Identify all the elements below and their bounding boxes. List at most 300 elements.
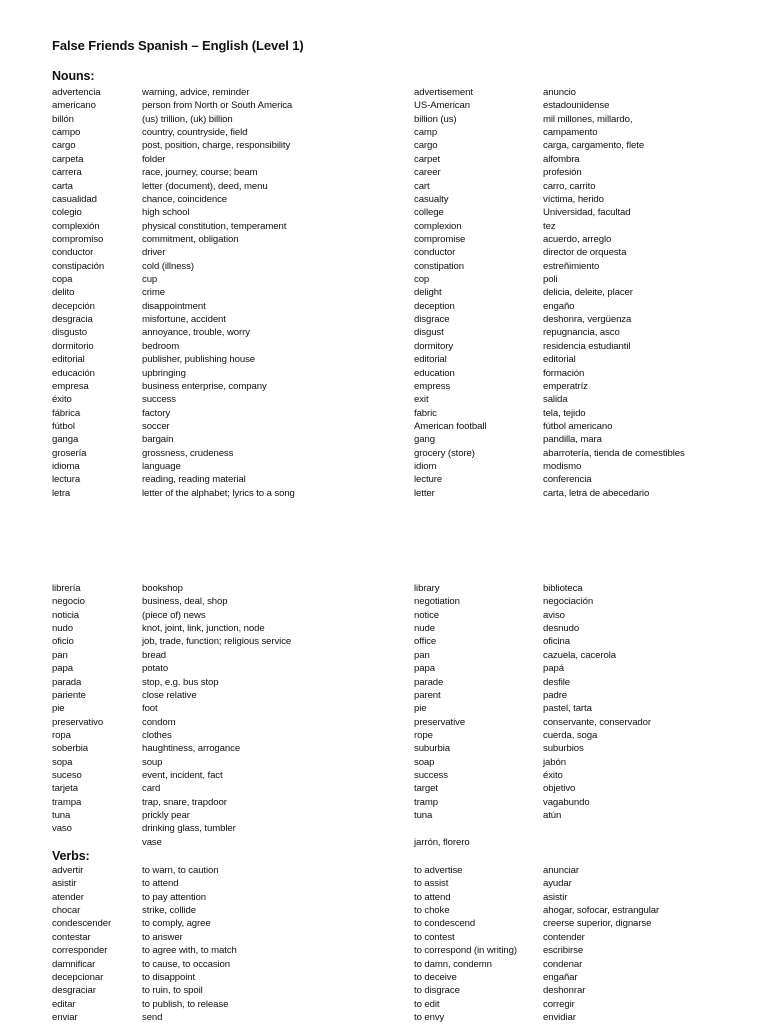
spanish-translation: tez <box>543 220 556 232</box>
english-false-friend: disgust <box>414 327 444 339</box>
spanish-translation: ayudar <box>543 878 572 890</box>
table-row <box>0 904 768 917</box>
spanish-word: constipación <box>52 260 105 272</box>
spanish-translation: estreñimiento <box>543 260 600 272</box>
spanish-translation: pandilla, mara <box>543 434 602 446</box>
english-false-friend: compromise <box>414 233 466 245</box>
english-false-friend: to disgrace <box>414 985 460 997</box>
spanish-word: preservativo <box>52 716 104 728</box>
spanish-translation: estadounidense <box>543 100 610 112</box>
english-meaning: to agree with, to match <box>142 945 237 957</box>
table-row <box>0 782 768 795</box>
english-meaning: to attend <box>142 878 179 890</box>
spanish-word: carrera <box>52 167 82 179</box>
spanish-word: oficio <box>52 636 74 648</box>
spanish-translation: víctima, herido <box>543 193 604 205</box>
spanish-word: pan <box>52 649 68 661</box>
spanish-word: lectura <box>52 474 81 486</box>
table-row <box>0 756 768 769</box>
table-row <box>0 487 768 500</box>
table-row <box>0 716 768 729</box>
spanish-word: copa <box>52 274 73 286</box>
english-false-friend: tramp <box>414 796 439 808</box>
table-row <box>0 420 768 433</box>
english-meaning: commitment, obligation <box>142 233 239 245</box>
english-meaning: cold (illness) <box>142 260 194 272</box>
spanish-translation: corregir <box>543 998 575 1010</box>
english-meaning: business, deal, shop <box>142 596 228 608</box>
spanish-word: éxito <box>52 394 72 406</box>
english-false-friend: to attend <box>414 891 451 903</box>
spanish-translation: Universidad, facultad <box>543 207 631 219</box>
table-row <box>0 796 768 809</box>
spanish-translation: aviso <box>543 609 565 621</box>
english-false-friend: pan <box>414 649 430 661</box>
english-false-friend: billion (us) <box>414 113 457 125</box>
english-false-friend: cargo <box>414 140 438 152</box>
verbs-heading: Verbs: <box>52 849 90 863</box>
spanish-word: empresa <box>52 380 89 392</box>
table-row <box>0 246 768 259</box>
spanish-word: idioma <box>52 461 80 473</box>
table-row <box>0 139 768 152</box>
table-row <box>0 582 768 595</box>
english-false-friend: pie <box>414 703 427 715</box>
english-false-friend: office <box>414 636 437 648</box>
spanish-word: asistir <box>52 878 77 890</box>
spanish-word: ganga <box>52 434 79 446</box>
spanish-word: vaso <box>52 823 72 835</box>
table-row <box>0 233 768 246</box>
spanish-translation: conservante, conservador <box>543 716 651 728</box>
table-row <box>0 193 768 206</box>
spanish-word: fútbol <box>52 420 75 432</box>
english-meaning: cup <box>142 274 158 286</box>
spanish-word: billón <box>52 113 74 125</box>
spanish-translation: formación <box>543 367 585 379</box>
english-false-friend: to correspond (in writing) <box>414 945 517 957</box>
english-false-friend: delight <box>414 287 442 299</box>
spanish-translation: condenar <box>543 958 583 970</box>
table-row <box>0 126 768 139</box>
table-row <box>0 676 768 689</box>
spanish-word: disgusto <box>52 327 87 339</box>
table-row <box>0 958 768 971</box>
spanish-word: grosería <box>52 447 87 459</box>
english-meaning: annoyance, trouble, worry <box>142 327 250 339</box>
spanish-word: editar <box>52 998 76 1010</box>
english-false-friend: target <box>414 783 438 795</box>
table-row <box>0 971 768 984</box>
english-meaning: potato <box>142 663 169 675</box>
english-meaning: driver <box>142 247 166 259</box>
table-row <box>0 313 768 326</box>
english-meaning: reading, reading material <box>142 474 246 486</box>
english-meaning: close relative <box>142 689 197 701</box>
english-meaning: folder <box>142 153 166 165</box>
spanish-translation: editorial <box>543 354 576 366</box>
table-row <box>0 729 768 742</box>
english-false-friend: advertisement <box>414 87 473 98</box>
spanish-word: complexión <box>52 220 100 232</box>
spanish-translation: alfombra <box>543 153 580 165</box>
spanish-translation: anuncio <box>543 87 576 98</box>
spanish-word: enviar <box>52 1011 78 1023</box>
english-false-friend: fabric <box>414 407 437 419</box>
english-meaning: stop, e.g. bus stop <box>142 676 219 688</box>
table-row <box>0 595 768 608</box>
english-meaning: letter (document), deed, menu <box>142 180 268 192</box>
spanish-word: carpeta <box>52 153 84 165</box>
english-false-friend: deception <box>414 300 455 312</box>
english-false-friend: papa <box>414 663 435 675</box>
english-false-friend: casualty <box>414 193 449 205</box>
english-false-friend: success <box>414 770 448 782</box>
spanish-word: delito <box>52 287 75 299</box>
english-false-friend: camp <box>414 127 438 139</box>
spanish-translation: carga, cargamento, flete <box>543 140 645 152</box>
english-false-friend: editorial <box>414 354 447 366</box>
spanish-translation: suburbios <box>543 743 584 755</box>
english-false-friend: dormitory <box>414 340 454 352</box>
english-false-friend: idiom <box>414 461 437 473</box>
spanish-translation: director de orquesta <box>543 247 627 259</box>
spanish-word: suceso <box>52 770 82 782</box>
spanish-word: pariente <box>52 689 86 701</box>
spanish-translation: contender <box>543 931 585 943</box>
spanish-translation: jabón <box>543 756 566 768</box>
spanish-word: negocio <box>52 596 85 608</box>
spanish-translation: biblioteca <box>543 583 583 594</box>
table-row <box>0 689 768 702</box>
spanish-translation: delicia, deleite, placer <box>543 287 633 299</box>
english-meaning: prickly pear <box>142 810 190 822</box>
english-meaning: crime <box>142 287 165 299</box>
spanish-translation: repugnancia, asco <box>543 327 620 339</box>
spanish-word: decepción <box>52 300 95 312</box>
english-false-friend: tuna <box>414 810 433 822</box>
english-false-friend: jarrón, florero <box>414 836 470 848</box>
spanish-word: trampa <box>52 796 82 808</box>
spanish-word: dormitorio <box>52 340 94 352</box>
english-false-friend: to damn, condemn <box>414 958 492 970</box>
table-row <box>0 769 768 782</box>
spanish-translation: desfile <box>543 676 571 688</box>
spanish-translation: negociación <box>543 596 594 608</box>
english-false-friend: to condescend <box>414 918 476 930</box>
english-false-friend: to deceive <box>414 971 457 983</box>
spanish-translation: padre <box>543 689 568 701</box>
spanish-translation: profesión <box>543 167 582 179</box>
english-false-friend: conductor <box>414 247 456 259</box>
table-row <box>0 622 768 635</box>
table-row <box>0 702 768 715</box>
spanish-translation: deshonra, vergüenza <box>543 314 632 326</box>
spanish-translation: conferencia <box>543 474 592 486</box>
spanish-translation: carro, carrito <box>543 180 596 192</box>
table-row <box>0 153 768 166</box>
english-false-friend: to contest <box>414 931 455 943</box>
spanish-translation: éxito <box>543 770 563 782</box>
spanish-word: editorial <box>52 354 85 366</box>
spanish-translation: tela, tejido <box>543 407 586 419</box>
english-meaning: strike, collide <box>142 905 196 917</box>
english-false-friend: US-American <box>414 100 470 112</box>
english-meaning: physical constitution, temperament <box>142 220 287 232</box>
english-meaning: send <box>142 1011 163 1023</box>
spanish-word: americano <box>52 100 96 112</box>
table-row <box>0 944 768 957</box>
english-meaning: trap, snare, trapdoor <box>142 796 227 808</box>
english-meaning: (piece of) news <box>142 609 206 621</box>
table-row <box>0 340 768 353</box>
table-row <box>0 367 768 380</box>
spanish-word: carta <box>52 180 73 192</box>
english-meaning: condom <box>142 716 176 728</box>
spanish-word: educación <box>52 367 95 379</box>
spanish-word: tuna <box>52 810 71 822</box>
english-meaning: upbringing <box>142 367 186 379</box>
spanish-translation: objetivo <box>543 783 576 795</box>
english-meaning: disappointment <box>142 300 206 312</box>
table-row <box>0 635 768 648</box>
table-row <box>0 300 768 313</box>
spanish-translation: papá <box>543 663 564 675</box>
table-row <box>0 649 768 662</box>
table-row <box>0 742 768 755</box>
spanish-word: corresponder <box>52 945 108 957</box>
english-meaning: soccer <box>142 420 170 432</box>
english-false-friend: carpet <box>414 153 441 165</box>
spanish-word: papa <box>52 663 73 675</box>
table-row <box>0 326 768 339</box>
english-false-friend: to edit <box>414 998 440 1010</box>
english-meaning: to warn, to caution <box>142 865 219 876</box>
spanish-translation: residencia estudiantil <box>543 340 631 352</box>
english-meaning: event, incident, fact <box>142 770 223 782</box>
english-false-friend: constipation <box>414 260 465 272</box>
english-meaning: grossness, crudeness <box>142 447 234 459</box>
spanish-translation: ahogar, sofocar, estrangular <box>543 905 660 917</box>
spanish-translation: mil millones, millardo, <box>543 113 633 125</box>
english-false-friend: nude <box>414 623 435 635</box>
english-false-friend: disgrace <box>414 314 450 326</box>
spanish-translation: abarrotería, tienda de comestibles <box>543 447 685 459</box>
table-row <box>0 891 768 904</box>
spanish-word: colegio <box>52 207 82 219</box>
english-meaning: to comply, agree <box>142 918 211 930</box>
table-row <box>0 1011 768 1024</box>
spanish-word: desgracia <box>52 314 93 326</box>
spanish-word: advertencia <box>52 87 101 98</box>
english-meaning: to ruin, to spoil <box>142 985 203 997</box>
english-false-friend: gang <box>414 434 435 446</box>
nouns-table-part-1 <box>0 86 768 500</box>
english-false-friend: to assist <box>414 878 449 890</box>
english-meaning: knot, joint, link, junction, node <box>142 623 265 635</box>
english-meaning: letter of the alphabet; lyrics to a song <box>142 487 295 499</box>
spanish-word: casualidad <box>52 193 97 205</box>
table-row <box>0 220 768 233</box>
english-false-friend: to choke <box>414 905 450 917</box>
spanish-translation: salida <box>543 394 568 406</box>
spanish-word: noticia <box>52 609 80 621</box>
spanish-word: parada <box>52 676 82 688</box>
table-row <box>0 260 768 273</box>
verbs-table <box>0 864 768 1024</box>
spanish-word: chocar <box>52 905 81 917</box>
table-row <box>0 180 768 193</box>
english-false-friend: parent <box>414 689 441 701</box>
spanish-translation: anunciar <box>543 865 580 876</box>
spanish-translation: pastel, tarta <box>543 703 592 715</box>
english-false-friend: education <box>414 367 455 379</box>
spanish-word: compromiso <box>52 233 104 245</box>
english-meaning: person from North or South America <box>142 100 293 112</box>
english-false-friend: parade <box>414 676 444 688</box>
spanish-translation: emperatríz <box>543 380 588 392</box>
table-row <box>0 864 768 877</box>
english-false-friend: lecture <box>414 474 443 486</box>
english-meaning: country, countryside, field <box>142 127 248 139</box>
spanish-word: campo <box>52 127 81 139</box>
spanish-translation: oficina <box>543 636 571 648</box>
table-row <box>0 353 768 366</box>
spanish-word: decepcionar <box>52 971 104 983</box>
english-meaning: job, trade, function; religious service <box>142 636 292 648</box>
spanish-word: contestar <box>52 931 91 943</box>
spanish-word: ropa <box>52 729 71 741</box>
english-meaning: misfortune, accident <box>142 314 226 326</box>
english-false-friend: notice <box>414 609 440 621</box>
spanish-word: conductor <box>52 247 94 259</box>
spanish-translation: envidiar <box>543 1011 576 1023</box>
spanish-translation: modismo <box>543 461 582 473</box>
english-false-friend: negotiation <box>414 596 460 608</box>
english-meaning: to pay attention <box>142 891 207 903</box>
spanish-translation: creerse superior, dignarse <box>543 918 652 930</box>
english-meaning: haughtiness, arrogance <box>142 743 241 755</box>
nouns-heading: Nouns: <box>52 69 95 83</box>
table-row <box>0 998 768 1011</box>
spanish-translation: escribirse <box>543 945 584 957</box>
english-meaning: clothes <box>142 729 172 741</box>
table-row <box>0 113 768 126</box>
spanish-translation: cazuela, cacerola <box>543 649 616 661</box>
table-row <box>0 984 768 997</box>
english-meaning: vase <box>142 836 162 848</box>
english-meaning: race, journey, course; beam <box>142 167 258 179</box>
spanish-translation: carta, letra de abecedario <box>543 487 650 499</box>
english-meaning: post, position, charge, responsibility <box>142 140 291 152</box>
english-false-friend: suburbia <box>414 743 451 755</box>
table-row <box>0 407 768 420</box>
english-false-friend: college <box>414 207 444 219</box>
table-row <box>0 393 768 406</box>
english-false-friend: to envy <box>414 1011 445 1023</box>
english-meaning: card <box>142 783 161 795</box>
table-row <box>0 460 768 473</box>
english-meaning: to disappoint <box>142 971 196 983</box>
english-meaning: to cause, to occasion <box>142 958 231 970</box>
english-false-friend: complexion <box>414 220 462 232</box>
english-false-friend: American football <box>414 420 487 432</box>
spanish-translation: engañar <box>543 971 578 983</box>
english-false-friend: preservative <box>414 716 466 728</box>
english-false-friend: library <box>414 583 440 594</box>
spanish-translation: engaño <box>543 300 575 312</box>
table-row <box>0 447 768 460</box>
spanish-translation: campamento <box>543 127 598 139</box>
english-meaning: publisher, publishing house <box>142 354 256 366</box>
english-meaning: to publish, to release <box>142 998 229 1010</box>
english-false-friend: cart <box>414 180 430 192</box>
english-meaning: business enterprise, company <box>142 380 267 392</box>
english-meaning: foot <box>142 703 158 715</box>
english-false-friend: grocery (store) <box>414 447 475 459</box>
spanish-translation: deshonrar <box>543 985 586 997</box>
spanish-translation: acuerdo, arreglo <box>543 233 612 245</box>
table-row <box>0 822 768 835</box>
spanish-translation: atún <box>543 810 562 822</box>
english-meaning: bargain <box>142 434 174 446</box>
english-meaning: high school <box>142 207 190 219</box>
spanish-word: pie <box>52 703 65 715</box>
table-row <box>0 433 768 446</box>
spanish-translation: asistir <box>543 891 568 903</box>
spanish-translation: fútbol americano <box>543 420 613 432</box>
spanish-word: desgraciar <box>52 985 96 997</box>
table-row <box>0 662 768 675</box>
spanish-word: condescender <box>52 918 112 930</box>
table-row <box>0 273 768 286</box>
spanish-word: letra <box>52 487 71 499</box>
spanish-word: librería <box>52 583 81 594</box>
english-false-friend: soap <box>414 756 435 768</box>
english-meaning: factory <box>142 407 171 419</box>
english-meaning: to answer <box>142 931 183 943</box>
table-row <box>0 931 768 944</box>
table-row <box>0 836 768 849</box>
spanish-word: cargo <box>52 140 76 152</box>
english-meaning: (us) trillion, (uk) billion <box>142 113 233 125</box>
english-meaning: bookshop <box>142 583 183 594</box>
table-row <box>0 809 768 822</box>
table-row <box>0 86 768 99</box>
english-meaning: soup <box>142 756 163 768</box>
english-false-friend: career <box>414 167 441 179</box>
english-false-friend: empress <box>414 380 451 392</box>
english-false-friend: cop <box>414 274 430 286</box>
table-row <box>0 380 768 393</box>
document-title: False Friends Spanish – English (Level 1) <box>52 38 304 53</box>
spanish-translation: cuerda, soga <box>543 729 598 741</box>
spanish-word: soberbia <box>52 743 89 755</box>
english-meaning: chance, coincidence <box>142 193 228 205</box>
spanish-translation: desnudo <box>543 623 580 635</box>
table-row <box>0 917 768 930</box>
spanish-word: atender <box>52 891 84 903</box>
english-meaning: language <box>142 461 181 473</box>
table-row <box>0 286 768 299</box>
table-row <box>0 206 768 219</box>
spanish-word: sopa <box>52 756 73 768</box>
english-meaning: bread <box>142 649 167 661</box>
english-false-friend: to advertise <box>414 865 463 876</box>
english-false-friend: rope <box>414 729 433 741</box>
english-meaning: drinking glass, tumbler <box>142 823 236 835</box>
nouns-table-part-2 <box>0 582 768 849</box>
